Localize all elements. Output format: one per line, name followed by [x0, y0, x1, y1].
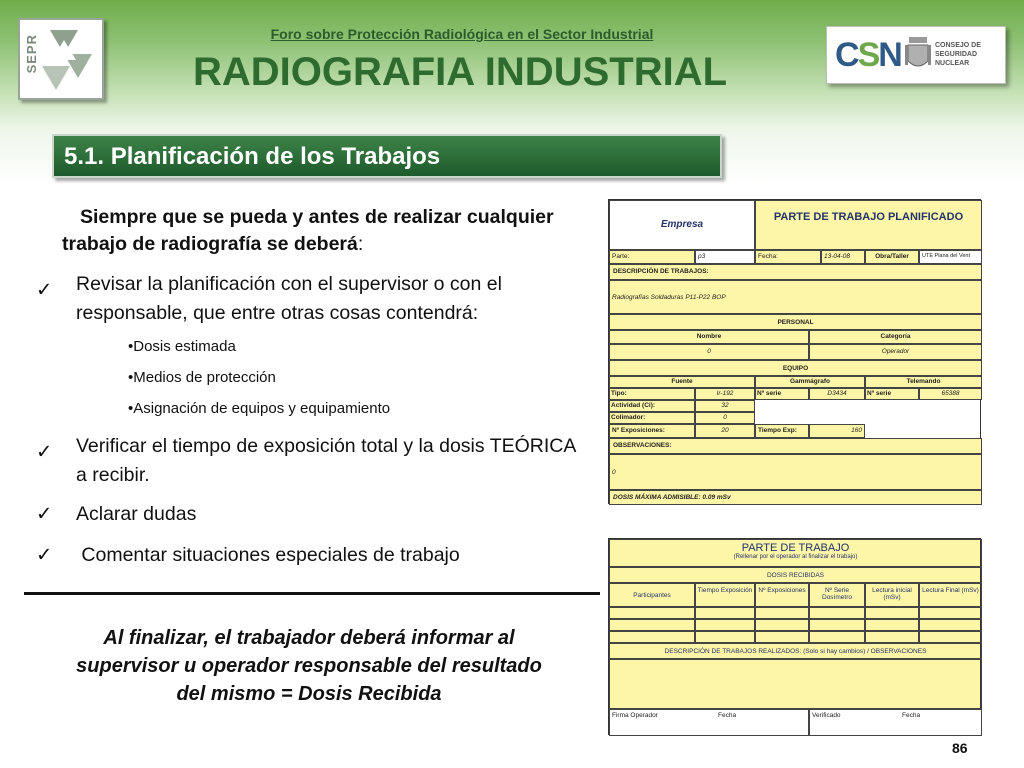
form-categoria: Categoría [809, 330, 982, 344]
col-lectura-inicial: Lectura inicial (mSv) [865, 583, 919, 607]
form-obs-value: 0 [609, 454, 982, 490]
form2-title: PARTE DE TRABAJO [741, 542, 850, 554]
form-fecha-value: 13-04-08 [821, 250, 865, 264]
form-nserie2-value: 65388 [919, 388, 982, 400]
form-colimador-value: 0 [695, 412, 755, 424]
form-nombre-value: 0 [609, 344, 809, 360]
form2-dosis: DOSIS RECIBIDAS [609, 567, 982, 583]
form2-verificado-label: Verificado [812, 712, 841, 719]
form-tipo-value: Ir-192 [695, 388, 755, 400]
page-title: RADIOGRAFIA INDUSTRIAL [192, 50, 728, 94]
form-texp-value: 160 [809, 424, 865, 438]
sepr-logo [18, 18, 104, 100]
table-cell[interactable] [809, 619, 865, 631]
lead-text: Siempre que se pueda y antes de realizar cualquier trabajo de radiografía se deberá: [62, 206, 554, 255]
form2-header [609, 539, 982, 567]
form-obs-label: OBSERVACIONES: [609, 438, 982, 454]
sepr-logo-text: SEPR [24, 34, 39, 74]
sub-bullet-asignacion: •Asignación de equipos y equipamiento [128, 400, 391, 417]
form2-verificado-cell[interactable] [809, 709, 982, 736]
col-tiempo: Tiempo Exposición [695, 583, 755, 607]
table-cell[interactable] [755, 607, 809, 619]
col-lectura-final: Lectura Final (mSv) [919, 583, 982, 607]
form-title: PARTE DE TRABAJO PLANIFICADO [755, 200, 982, 250]
form-obra-label: Obra/Taller [865, 250, 919, 264]
table-cell[interactable] [695, 619, 755, 631]
sub-bullet-dosis: •Dosis estimada [128, 338, 236, 355]
form-parte-value: p3 [695, 250, 755, 264]
table-cell[interactable] [809, 607, 865, 619]
form-dosis-max: DOSIS MÁXIMA ADMISIBLE: 0.09 mSv [609, 490, 982, 505]
final-note: Al finalizar, el trabajador deberá informar al supervisor u operador responsable del resultado del mismo = Dosis Recibida [76, 627, 542, 705]
form-colimador-label: Colimador: [609, 412, 695, 424]
check-icon: ✓ [36, 544, 53, 566]
table-cell[interactable] [865, 631, 919, 643]
form-nserie-value: D3434 [809, 388, 865, 400]
check-icon: ✓ [36, 503, 53, 525]
section-title-bar [52, 134, 722, 178]
form-fuente: Fuente [609, 376, 755, 388]
table-cell[interactable] [609, 619, 695, 631]
table-cell[interactable] [809, 631, 865, 643]
table-cell[interactable] [865, 619, 919, 631]
form-gammagrafo: Gammágrafo [755, 376, 865, 388]
table-cell[interactable] [695, 631, 755, 643]
bullet-comentar: Comentar situaciones especiales de trabajo [76, 544, 460, 566]
forum-subtitle[interactable]: Foro sobre Protección Radiológica en el Sector Industrial [270, 26, 654, 42]
planned-work-form [608, 199, 981, 504]
table-cell[interactable] [609, 607, 695, 619]
form-fecha-label: Fecha: [755, 250, 821, 264]
page-number: 86 [952, 740, 968, 756]
table-cell[interactable] [919, 631, 982, 643]
sub-bullet-medios: •Medios de protección [128, 369, 276, 386]
form2-desc: DESCRIPCIÓN DE TRABAJOS REALIZADOS: (Solo si hay cambios) / OBSERVACIONES [609, 643, 982, 659]
form2-firma-cell[interactable] [609, 709, 809, 736]
form-equipo: EQUIPO [609, 360, 982, 376]
form-actividad-label: Actividad (Ci): [609, 400, 695, 412]
form-desc-value: Radiografías Soldaduras P11-P22 BOP [609, 280, 982, 314]
form-categoria-value: Operador [809, 344, 982, 360]
received-dose-form [608, 538, 981, 735]
coat-of-arms-icon [905, 35, 931, 73]
table-cell[interactable] [755, 631, 809, 643]
csn-acronym: CSN [835, 36, 901, 74]
bullet-aclarar: Aclarar dudas [76, 503, 197, 525]
form-parte-label: Parte: [609, 250, 695, 264]
form-nexp-label: Nº Exposiciones: [609, 424, 695, 438]
form-tipo-label: Tipo: [609, 388, 695, 400]
form-actividad-value: 32 [695, 400, 755, 412]
col-nexp: Nº Exposiciones [755, 583, 809, 607]
form2-firma-label: Firma Operador [612, 712, 658, 719]
form-nserie-label: Nº serie [755, 388, 809, 400]
form-texp-label: Tiempo Exp: [755, 424, 809, 438]
form-empresa: Empresa [609, 200, 755, 250]
form-personal: PERSONAL [609, 314, 982, 330]
bullet-verificar: Verificar el tiempo de exposición total y la dosis TEÓRICA a recibir. [76, 435, 576, 486]
check-icon: ✓ [36, 279, 53, 301]
section-title: 5.1. Planificación de los Trabajos [64, 143, 441, 170]
form-nombre: Nombre [609, 330, 809, 344]
csn-logo [826, 26, 1006, 84]
form-obra-value: UTE Plana del Vent [919, 250, 982, 264]
form-nexp-value: 20 [695, 424, 755, 438]
table-cell[interactable] [609, 631, 695, 643]
form-nserie2-label: Nº serie [865, 388, 919, 400]
form2-fecha1-label: Fecha [718, 712, 737, 719]
form-telemando: Telemando [865, 376, 982, 388]
table-cell[interactable] [755, 619, 809, 631]
check-icon: ✓ [36, 441, 53, 463]
form2-fecha2-label: Fecha [902, 712, 921, 719]
col-participantes: Participantes [609, 583, 695, 607]
bullet-revisar: Revisar la planificación con el supervisor o con el responsable, que entre otras cosas contendrá: [76, 273, 502, 324]
divider [24, 592, 600, 595]
table-cell[interactable] [919, 607, 982, 619]
form2-desc-area[interactable] [609, 659, 982, 709]
csn-name: CONSEJO DE SEGURIDAD NUCLEAR [935, 42, 981, 67]
table-cell[interactable] [919, 619, 982, 631]
table-cell[interactable] [865, 607, 919, 619]
table-cell[interactable] [695, 607, 755, 619]
form2-subtitle: (Rellenar por el operador al finalizar el trabajo) [733, 554, 858, 560]
form-desc-label: DESCRIPCIÓN DE TRABAJOS: [609, 264, 982, 280]
col-nserie: Nº Serie Dosímetro [809, 583, 865, 607]
